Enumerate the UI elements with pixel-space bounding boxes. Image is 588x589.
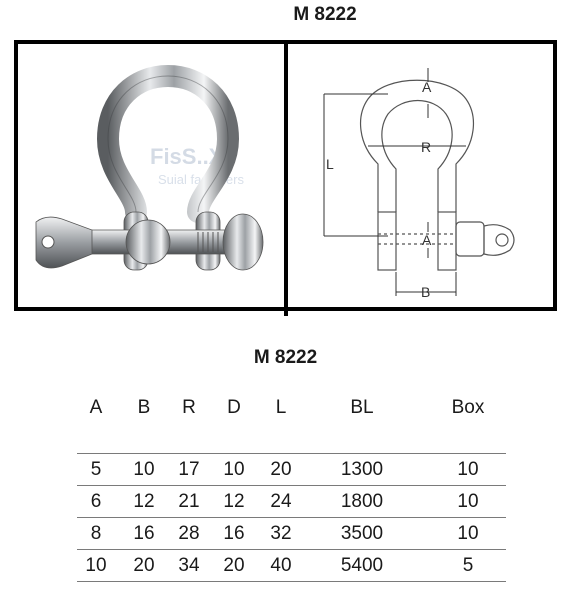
diagram-label-b: B (421, 284, 431, 300)
cell-r: 17 (178, 459, 200, 480)
diagram-label-a-pin: A (422, 232, 432, 248)
cell-d: 12 (223, 491, 245, 512)
table-body (77, 453, 506, 582)
cell-a: 6 (90, 491, 102, 512)
cell-l: 20 (270, 459, 292, 480)
watermark-text: FisS..X (150, 144, 224, 169)
col-r-header: R (182, 397, 196, 418)
cell-b: 16 (133, 523, 155, 544)
cell-a: 8 (90, 523, 102, 544)
cell-l: 40 (270, 555, 292, 576)
col-a-header: A (89, 397, 103, 418)
cell-r: 34 (178, 555, 200, 576)
table-row (77, 549, 506, 582)
spec-table (77, 394, 506, 576)
cell-a: 10 (85, 555, 107, 576)
table-row (77, 453, 506, 485)
cell-d: 10 (223, 459, 245, 480)
diagram-label-a-top: A (422, 79, 432, 95)
table-header (77, 394, 506, 422)
cell-d: 16 (223, 523, 245, 544)
shackle-photo (18, 44, 284, 307)
cell-b: 10 (133, 459, 155, 480)
cell-b: 20 (133, 555, 155, 576)
cell-l: 24 (270, 491, 292, 512)
cell-bl: 1300 (340, 459, 384, 480)
cell-a: 5 (90, 459, 102, 480)
diagram-label-r: R (421, 139, 432, 155)
cell-bl: 3500 (340, 523, 384, 544)
cell-box: 5 (462, 555, 474, 576)
table-row (77, 517, 506, 549)
cell-box: 10 (457, 459, 479, 480)
cell-l: 32 (270, 523, 292, 544)
watermark-subtext: Suial fasteners (158, 172, 244, 187)
cell-r: 21 (178, 491, 200, 512)
table-row (77, 485, 506, 517)
col-l-header: L (275, 397, 287, 418)
cell-box: 10 (457, 491, 479, 512)
shackle-diagram (288, 44, 553, 307)
diagram-label-l: L (326, 156, 334, 172)
col-d-header: D (227, 397, 241, 418)
cell-r: 28 (178, 523, 200, 544)
cell-d: 20 (223, 555, 245, 576)
cell-bl: 1800 (340, 491, 384, 512)
model-title-top: M 8222 (293, 4, 357, 25)
col-box-header: Box (451, 397, 485, 418)
cell-b: 12 (133, 491, 155, 512)
cell-bl: 5400 (340, 555, 384, 576)
col-bl-header: BL (350, 397, 374, 418)
cell-box: 10 (457, 523, 479, 544)
model-title-table: M 8222 (253, 347, 318, 368)
col-b-header: B (137, 397, 151, 418)
